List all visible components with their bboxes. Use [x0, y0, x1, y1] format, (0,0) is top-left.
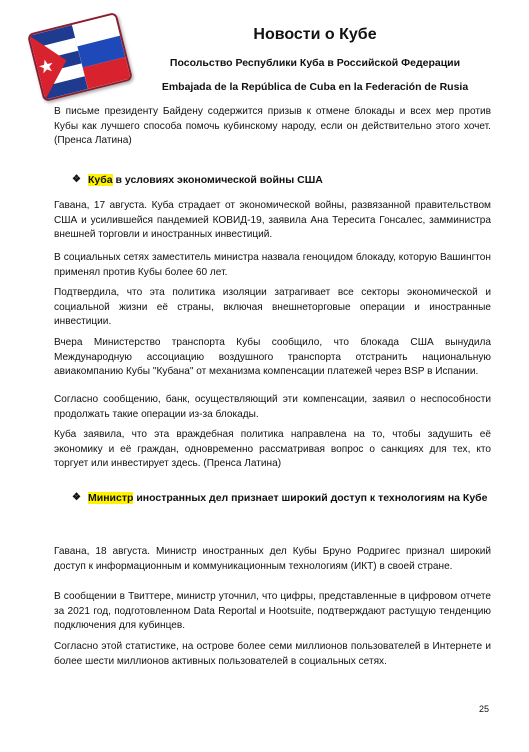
section-2-heading-text: [74, 490, 492, 506]
section-2-paragraph: В сообщении в Твиттере, министр уточнил, что цифры, представленные в цифровом отчете за 2021 год, подготовленном Data Reportal и Hootsuite, подтверждают растущую тенденцию подключения для кубинцев.: [54, 591, 491, 631]
section-1-heading-text: [74, 172, 492, 188]
diamond-bullet-icon: ❖: [72, 492, 81, 503]
cuba-russia-flag-logo: [27, 12, 133, 102]
section-1-paragraph: В социальных сетях заместитель министра назвала геноцидом блокаду, которую Вашингтон применял против Кубы более 60 лет.: [54, 252, 491, 278]
page-number: 25: [478, 704, 489, 714]
section-1-heading-rest: в условиях экономической войны США: [112, 174, 323, 186]
section-1-heading: [74, 172, 492, 188]
section-2-paragraph: Согласно этой статистике, на острове более семи миллионов пользователей в Интернете и более шести миллионов активных пользователей в социальных сетях.: [54, 641, 491, 667]
intro-paragraph: В письме президенту Байдену содержится призыв к отмене блокады и всех мер против Кубы как лучшего способа помочь кубинскому народу, если он действительно этого хочет. (Пренса Латина): [54, 106, 491, 146]
section-2-heading: [74, 490, 492, 506]
section-1-paragraph: Куба заявила, что эта враждебная политика направлена на то, чтобы задушить её экономику и её граждан, одновременно рассматривая вопрос о санкциях для тех, кто торгует или инвестирует здесь. (Пренса Латина): [54, 429, 491, 469]
section-2-heading-rest: иностранных дел признает широкий доступ к технологиям на Кубе: [133, 492, 488, 504]
diamond-bullet-icon: ❖: [72, 174, 81, 185]
section-1-paragraph: Согласно сообщению, банк, осуществляющий эти компенсации, заявил о неспособности продолжать такие операции из-за блокады.: [54, 394, 491, 420]
section-1-paragraph: Подтвердила, что эта политика изоляции затрагивает все секторы экономической и социальной жизни её страны, включая внешнеторговые операции и иностранные инвестиции.: [54, 287, 491, 327]
section-1-highlight: Куба: [88, 174, 113, 186]
section-2-paragraph: Гавана, 18 августа. Министр иностранных дел Кубы Бруно Родригес признал широкий доступ к информационным и коммуникационным технологиям (ИКТ) в своей стране.: [54, 546, 491, 572]
section-1-paragraph: Гавана, 17 августа. Куба страдает от экономической войны, развязанной правительством США и усилившейся пандемией КОВИД-19, заявила Ана Тересита Гонсалес, замминистра внешней торговли и иностранных инвестиций.: [54, 200, 491, 240]
section-2-highlight: Министр: [88, 492, 134, 504]
page-title: Новости о Кубе: [253, 26, 377, 43]
section-1-paragraph: Вчера Министерство транспорта Кубы сообщило, что блокада США вынудила Международную ассоциацию воздушного транспорта отстранить национальную авиакомпанию Кубы "Кубана" от механизма компенсации платежей через BSP в Испании.: [54, 337, 491, 377]
embassy-subtitle-ru: Посольство Республики Куба в Российской Федерации: [169, 57, 461, 69]
embassy-subtitle-es: Embajada de la República de Cuba en la Federación de Rusia: [161, 81, 469, 93]
